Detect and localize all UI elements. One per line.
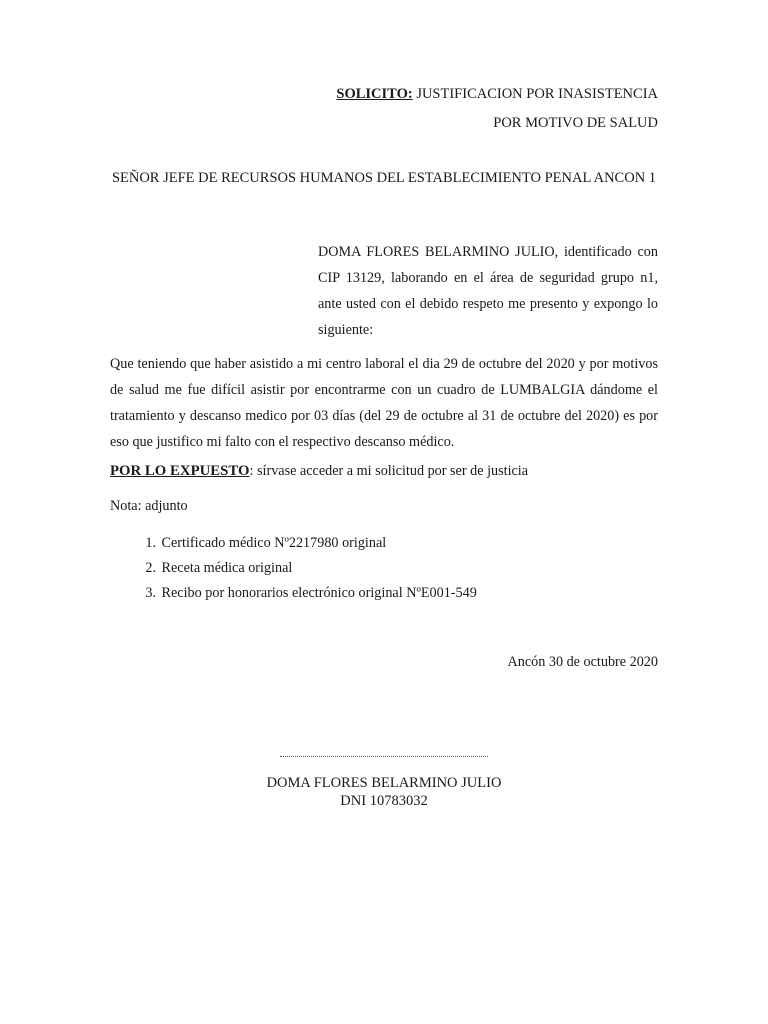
closing-label: POR LO EXPUESTO bbox=[110, 463, 250, 479]
date-line: Ancón 30 de octubre 2020 bbox=[507, 654, 658, 670]
closing-text: : sírvase acceder a mi solicitud por ser de justicia bbox=[249, 463, 529, 479]
signature-line bbox=[280, 756, 488, 757]
list-item-text: Recibo por honorarios electrónico original NºE001-549 bbox=[161, 585, 477, 601]
list-item bbox=[110, 533, 477, 558]
intro-paragraph: DOMA FLORES BELARMINO JULIO, identificado con CIP 13129, laborando en el área de seguridad grupo n1, ante usted con el debido respeto me presento y expongo lo siguiente: bbox=[318, 244, 658, 338]
request-subject-line-1 bbox=[336, 86, 658, 103]
signatory-dni: DNI 10783032 bbox=[340, 793, 428, 809]
list-item-text: Certificado médico Nº2217980 original bbox=[161, 535, 387, 551]
solicito-label: SOLICITO: bbox=[336, 86, 413, 102]
list-item bbox=[110, 558, 477, 583]
list-item-number: 3. bbox=[145, 585, 156, 601]
request-subject-text: JUSTIFICACION POR INASISTENCIA bbox=[416, 86, 658, 102]
list-item-text: Receta médica original bbox=[161, 560, 293, 576]
list-item bbox=[110, 583, 477, 608]
signatory-name: DOMA FLORES BELARMINO JULIO bbox=[266, 775, 502, 791]
closing-statement bbox=[110, 463, 528, 480]
request-subject-line-2: POR MOTIVO DE SALUD bbox=[493, 115, 658, 131]
addressee: SEÑOR JEFE DE RECURSOS HUMANOS DEL ESTABLECIMIENTO PENAL ANCON 1 bbox=[111, 170, 657, 186]
list-item-number: 1. bbox=[145, 535, 156, 551]
attachment-list bbox=[110, 533, 477, 608]
list-item-number: 2. bbox=[145, 560, 156, 576]
note-label: Nota: adjunto bbox=[110, 498, 188, 514]
body-paragraph: Que teniendo que haber asistido a mi centro laboral el dia 29 de octubre del 2020 y por motivos de salud me fue difícil asistir por encontrarme con un cuadro de LUMBALGIA dándome el tratamiento y descanso medico por 03 días (del 29 de octubre al 31 de octubre del 2020) es por eso que justifico mi falto con el respectivo descanso médico. bbox=[110, 356, 658, 450]
